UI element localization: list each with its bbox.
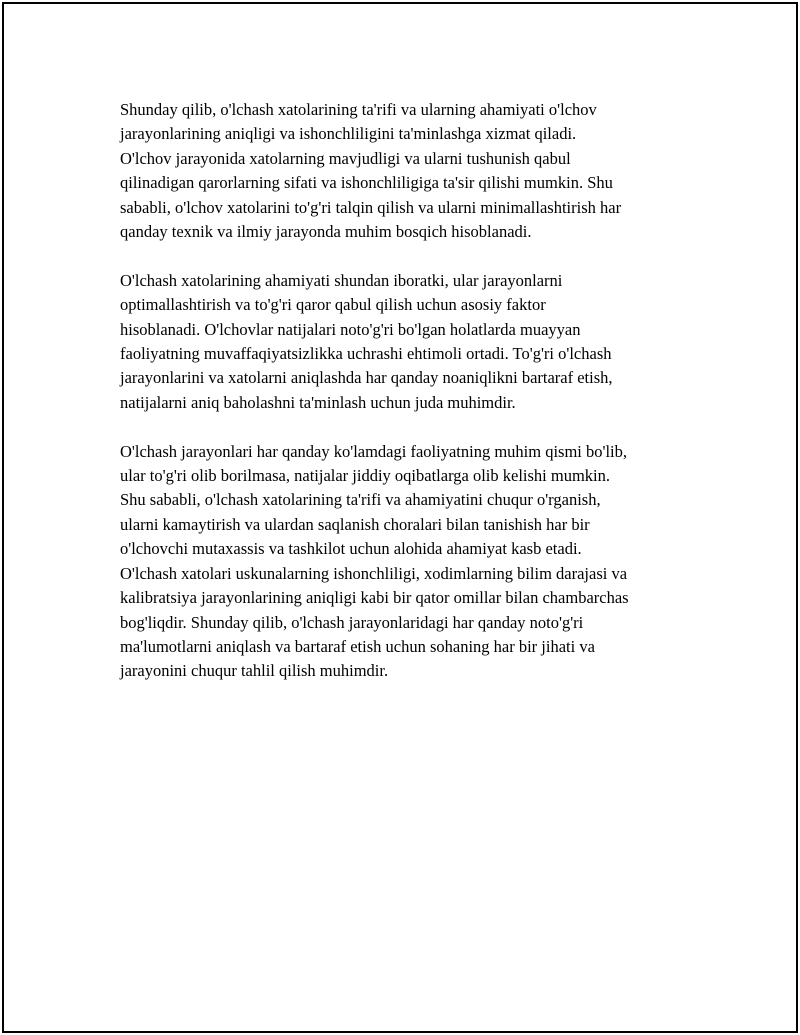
text-line: kalibratsiya jarayonlarining aniqligi kabi bir qator omillar bilan chambarchas: [120, 588, 629, 608]
text-line: Shu sababli, o'lchash xatolarining ta'rifi va ahamiyatini chuqur o'rganish,: [120, 490, 601, 510]
text-line: qilinadigan qarorlarning sifati va ishonchliligiga ta'sir qilishi mumkin. Shu: [120, 173, 613, 193]
text-line: sababli, o'lchov xatolarini to'g'ri talqin qilish va ularni minimallashtirish har: [120, 197, 622, 217]
text-line: natijalarni aniq baholashni ta'minlash uchun juda muhimdir.: [120, 392, 516, 412]
text-line: bog'liqdir. Shunday qilib, o'lchash jarayonlaridagi har qanday noto'g'ri: [120, 612, 584, 632]
text-line: optimallashtirish va to'g'ri qaror qabul qilish uchun asosiy faktor: [120, 295, 546, 315]
text-line: jarayonini chuqur tahlil qilish muhimdir.: [120, 661, 389, 681]
text-line: ma'lumotlarni aniqlash va bartaraf etish uchun sohaning har bir jihati va: [120, 636, 595, 656]
text-line: ular to'g'ri olib borilmasa, natijalar jiddiy oqibatlarga olib kelishi mumkin.: [120, 466, 611, 486]
text-line: jarayonlarini va xatolarni aniqlashda har qanday noaniqlikni bartaraf etish,: [120, 368, 613, 388]
text-line: o'lchovchi mutaxassis va tashkilot uchun alohida ahamiyat kasb etadi.: [120, 539, 582, 559]
paragraph-2: [120, 269, 720, 415]
text-line: O'lchov jarayonida xatolarning mavjudligi va ularni tushunish qabul: [120, 148, 571, 168]
text-line: ularni kamaytirish va ulardan saqlanish choralari bilan tanishish har bir: [120, 514, 590, 534]
text-line: O'lchash jarayonlari har qanday ko'lamdagi faoliyatning muhim qismi bo'lib,: [120, 441, 628, 461]
text-line: faoliyatning muvaffaqiyatsizlikka uchrashi ehtimoli ortadi. To'g'ri o'lchash: [120, 344, 612, 364]
paragraph-1: [120, 98, 720, 244]
text-line: Shunday qilib, o'lchash xatolarining ta'rifi va ularning ahamiyati o'lchov: [120, 100, 597, 119]
text-line: qanday texnik va ilmiy jarayonda muhim bosqich hisoblanadi.: [120, 222, 532, 242]
document-page: [2, 2, 798, 1033]
text-line: jarayonlarining aniqligi va ishonchliligini ta'minlashga xizmat qiladi.: [120, 124, 577, 144]
text-line: O'lchash xatolarining ahamiyati shundan iboratki, ular jarayonlarni: [120, 270, 563, 290]
document-body: [120, 98, 720, 708]
paragraph-3: [120, 440, 720, 684]
text-line: O'lchash xatolari uskunalarning ishonchliligi, xodimlarning bilim darajasi va: [120, 563, 628, 583]
text-line: hisoblanadi. O'lchovlar natijalari noto'g'ri bo'lgan holatlarda muayyan: [120, 319, 581, 339]
